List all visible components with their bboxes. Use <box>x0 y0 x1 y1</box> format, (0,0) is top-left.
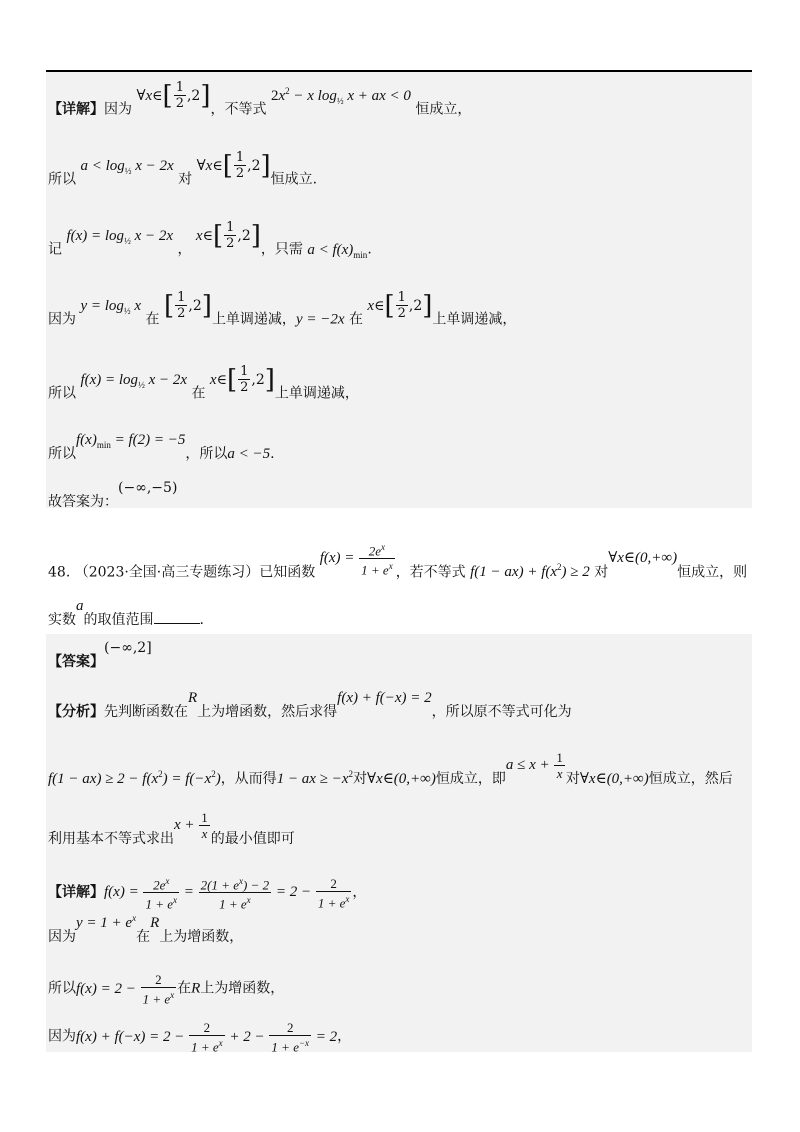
formula-sum-recip: x + $\frac{1}{x}$ <box>174 810 208 841</box>
answer-blank <box>154 611 200 624</box>
text: 在 <box>177 980 192 997</box>
formula-sum: f(x) + f(−x) = 2 − $\frac{2}{1 + e^x}$ + 2 − $\frac{2}{1 + e^{-x}}$ = 2 <box>76 1020 338 1055</box>
text: 恒成立，然后 <box>648 771 733 787</box>
formula-transformed: $f(1 - ax) \ge 2 - f(x^2) = f(-x^2)$ <box>48 769 221 787</box>
analysis-label: 【分析】 <box>48 704 104 720</box>
formula-result: a < −5 <box>227 446 271 462</box>
solution-line-5 <box>48 364 359 409</box>
analysis-line-2 <box>48 750 733 795</box>
formula-inequality: $f(1 - ax) + f(x^2) \ge 2$ <box>470 562 590 581</box>
solution-line-2 <box>48 150 318 195</box>
text: ，所以原不等式可化为 <box>431 704 572 720</box>
formula-function: f(x) = $\frac{2e^x}{1 + e^x}$ <box>319 542 393 578</box>
solution-answer <box>48 480 178 512</box>
text: 的取值范围 <box>83 612 154 628</box>
text: ，不等式 <box>210 101 267 118</box>
text: 恒成立， <box>415 101 472 118</box>
formula-domain: x∈[ $\frac{1}{2}$ ,2] <box>209 364 275 395</box>
text: 所以 <box>48 385 76 402</box>
text: 所以 <box>48 446 76 462</box>
text: 记 <box>48 241 62 258</box>
formula-y: $y = 1 + e^x$ <box>76 913 137 931</box>
formula-answer: (−∞,−5) <box>118 480 178 496</box>
text: 对 <box>178 171 193 188</box>
text: 上单调递减， <box>211 311 296 328</box>
question-number: 48. <box>48 564 71 581</box>
formula-domain: ∀x∈[ $\frac{1}{2}$ ,2] <box>196 150 271 181</box>
text: ，所以 <box>185 446 228 462</box>
text: ，若不等式 <box>395 564 466 581</box>
formula-a-bound: $a < \log_{\frac{1}{2}} x - 2x$ <box>80 157 174 176</box>
analysis-line-3 <box>48 810 295 855</box>
formula-domain: x∈[ $\frac{1}{2}$ ,2] <box>195 220 261 251</box>
question-source: （2023·全国·高三专题练习） <box>74 564 260 581</box>
formula-interval: [ $\frac{1}{2}$ ,2] <box>163 290 212 321</box>
detail-line-2 <box>48 913 244 947</box>
formula-R: R <box>188 690 198 706</box>
detail-label: 【详解】 <box>48 884 104 901</box>
text: 所以 <box>48 980 76 997</box>
text: 利用基本不等式求出 <box>48 830 174 847</box>
detail-line-3 <box>48 972 284 1006</box>
formula-a: a <box>76 598 84 614</box>
text: . <box>199 612 204 628</box>
formula-ineq2: 1 − ax ≥ $-x^2$ <box>276 769 353 787</box>
text: 恒成立. <box>270 171 318 188</box>
text: 上为增函数，然后求得 <box>197 704 338 720</box>
text: 对 <box>594 564 609 581</box>
formula-domain: ∀x∈(0,+∞) <box>579 771 649 787</box>
answer-label: 【答案】 <box>48 654 104 670</box>
text: ，只需 <box>260 241 303 258</box>
formula-linear: y = −2x <box>295 311 345 328</box>
text: ，从而得 <box>220 771 277 787</box>
text: 恒成立，即 <box>435 771 506 787</box>
formula-fmin: $f(x)_{min} = f(2) = -5$ <box>76 432 186 450</box>
formula-inequality: $2x^2 - x$ $\log_{\frac{1}{2}} x$ + ax < 0 <box>270 85 411 106</box>
text: 故答案为： <box>48 494 118 510</box>
formula-domain: ∀x∈[ $\frac{1}{2}$ ,2] <box>136 80 211 111</box>
solution-line-3: 记 $f(x) = \log_{\frac{1}{2}} x - 2x$ ， x∈[ $\frac{1}{2}$ ,2]，只需 $a < f(x)_{min}$. <box>48 220 372 260</box>
detail-line-4: 因为f(x) + f(−x) = 2 − $\frac{2}{1 + e^x}$ + 2 − $\frac{2}{1 + e^{-x}}$ = 2， <box>48 1020 352 1055</box>
formula-R: R <box>150 915 160 931</box>
text: 上为增函数， <box>159 929 244 945</box>
question-48 <box>48 542 748 592</box>
text: 因为 <box>48 929 76 945</box>
formula-ineq3: a ≤ x + $\frac{1}{x}$ <box>505 750 563 782</box>
solution-line-6 <box>48 432 275 469</box>
text: 所以 <box>48 171 76 188</box>
text: 的最小值即可 <box>210 830 295 847</box>
formula-f-def: $f(x) = \log_{\frac{1}{2}} x - 2x$ <box>66 227 173 246</box>
text: 因为 <box>48 1028 76 1045</box>
text: 先判断函数在 <box>104 704 188 720</box>
formula-a-min: $a < f(x)_{min}$ <box>307 241 368 260</box>
text: 上单调递减， <box>432 311 517 328</box>
formula-sum: f(x) + f(−x) = 2 <box>337 690 432 706</box>
analysis-line-1 <box>48 690 572 722</box>
answer-line <box>48 640 152 672</box>
text: . <box>270 446 275 462</box>
formula-f: f(x) = 2 − $\frac{2}{1 + e^x}$ <box>76 972 175 1007</box>
text: 对 <box>352 771 367 787</box>
text: 在 <box>348 311 363 328</box>
text: 在 <box>136 929 151 945</box>
text: 因为 <box>104 101 132 118</box>
solution-line-1 <box>48 80 472 125</box>
formula-domain: ∀x∈(0,+∞) <box>366 771 436 787</box>
formula-log: $y = \log_{\frac{1}{2}} x$ <box>80 297 142 316</box>
formula-R: R <box>191 980 201 997</box>
detail-line-1: 【详解】f(x) = $\frac{2e^x}{1 + e^x}$ = $\frac{2(1 + e^x) - 2}{1 + e^x}$ = 2 − $\frac{2}{1 + e^x}$ ， <box>48 875 367 912</box>
text: 实数 <box>48 612 76 628</box>
text: 在 <box>145 311 160 328</box>
text: 上为增函数， <box>200 980 285 997</box>
text: 因为 <box>48 311 76 328</box>
text: 已知函数 <box>259 564 316 581</box>
solution-line-4 <box>48 290 517 335</box>
formula-rewrite: f(x) = $\frac{2e^x}{1 + e^x}$ = $\frac{2(1 + e^x) - 2}{1 + e^x}$ = 2 − $\frac{2}{1 + e^x}$ <box>104 875 350 912</box>
question-48-line-2 <box>48 598 204 630</box>
formula-f-def: $f(x) = \log_{\frac{1}{2}} x - 2x$ <box>80 371 187 390</box>
text: ， <box>177 241 192 258</box>
detail-label: 【详解】 <box>48 101 104 118</box>
text: 对 <box>565 771 580 787</box>
formula-domain: x∈[ $\frac{1}{2}$ ,2] <box>367 290 433 321</box>
text: 上单调递减， <box>274 385 359 402</box>
text: 在 <box>191 385 206 402</box>
formula-answer: (−∞,2] <box>104 640 152 656</box>
text: 恒成立，则 <box>677 564 748 581</box>
formula-domain: ∀x∈(0,+∞) <box>608 550 678 567</box>
